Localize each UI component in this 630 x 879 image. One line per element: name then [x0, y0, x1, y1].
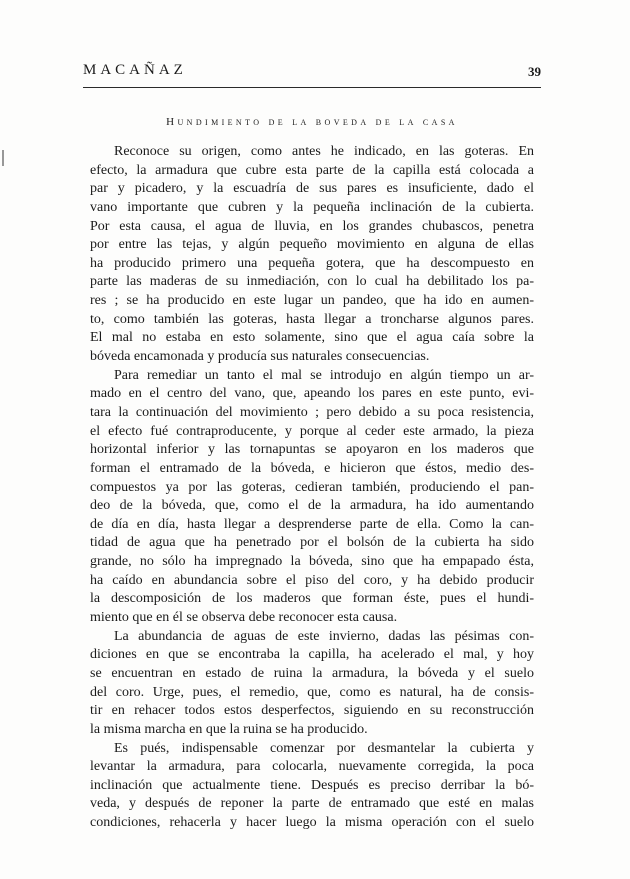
running-head: MACAÑAZ — [83, 62, 187, 78]
text-line: se encuentran en estado de ruina la armadura, la bóveda y el suelo — [90, 665, 534, 681]
text-line: veda, y después de reponer la parte de entramado que esté en malas — [90, 796, 534, 812]
page-number: 39 — [528, 64, 541, 79]
text-line: Reconoce su origen, como antes he indicado, en las goteras. En — [114, 144, 534, 159]
text-line: miento que en él se observa debe reconocer esta causa. — [90, 610, 398, 626]
margin-mark — [2, 150, 4, 166]
text-line: parte las maderas de su inmediación, con lo cual ha debilitado los pa- — [90, 274, 534, 290]
text-line: de día en día, hasta llegar a desprenderse parte de ella. Como la can- — [90, 516, 534, 532]
text-line: bóveda encamonada y producía sus naturales consecuencias. — [90, 349, 430, 365]
text-line: el efecto fué contraproducente, y porque al ceder este armado, la pieza — [90, 423, 534, 439]
text-line: to, como también las goteras, hasta llegar a troncharse algunos pares. — [90, 311, 534, 327]
text-line: par y picadero, y la escuadría de sus pares es insuficiente, dado el — [90, 181, 534, 197]
text-line: condiciones, rehacerla y hacer luego la misma operación con el suelo — [90, 815, 534, 831]
text-line: ha producido primero una pequeña gotera, que ha descompuesto en — [90, 255, 534, 271]
body-text — [90, 143, 534, 833]
text-line: del coro. Urge, pues, el remedio, que, como es natural, ha de consis- — [90, 684, 534, 700]
text-line: efecto, la armadura que cubre esta parte de la capilla está colocada a — [90, 162, 534, 178]
text-line: El mal no estaba en esto solamente, sino que el agua caía sobre la — [90, 330, 534, 346]
text-line: tidad de agua que ha penetrado por el bolsón de la cubierta ha sido — [90, 535, 534, 551]
text-line: la misma marcha en que la ruina se ha producido. — [90, 721, 368, 737]
text-line: vano importante que cubren y la pequeña inclinación de la cubierta. — [90, 199, 534, 215]
text-line: deo de la bóveda, que, como el de la armadura, ha ido aumentando — [90, 498, 534, 514]
text-line: Es pués, indispensable comenzar por desmantelar la cubierta y — [114, 740, 534, 756]
text-line: compuestos ya por las goteras, cedieran también, produciendo el pan- — [90, 479, 534, 495]
text-line: mado en el centro del vano, que, apeando los pares en este punto, evi- — [90, 386, 534, 402]
text-line: Por esta causa, el agua de lluvia, en los grandes chubascos, penetra — [90, 218, 534, 234]
text-line: por entre las tejas, y algún pequeño movimiento en alguna de ellas — [90, 237, 534, 253]
text-line: levantar la armadura, para colocarla, nuevamente corregida, la poca — [90, 759, 534, 775]
page-header — [83, 62, 541, 84]
header-rule — [83, 87, 541, 88]
text-line: res ; se ha producido en este lugar un pandeo, que ha ido en aumen- — [90, 293, 534, 309]
section-title: Hundimiento de la boveda de la casa — [166, 116, 458, 128]
text-line: horizontal inferior y las tornapuntas se apoyaron en los maderos que — [90, 442, 534, 458]
text-line: tara la continuación del movimiento ; pero debido a su poca resistencia, — [90, 404, 534, 420]
text-line: grande, no sólo ha impregnado la bóveda, sino que ha empapado ésta, — [90, 554, 534, 570]
paragraph — [90, 628, 534, 740]
text-line: forman el entramado de la bóveda, e hicieron que éstos, medio des- — [90, 460, 534, 476]
text-line: inclinación que actualmente tiene. Después es preciso derribar la bó- — [90, 777, 534, 793]
paragraph — [90, 143, 534, 367]
paragraph — [90, 367, 534, 628]
text-line: Para remediar un tanto el mal se introdujo en algún tiempo un ar- — [114, 367, 534, 383]
text-line: La abundancia de aguas de este invierno, dadas las pésimas con- — [114, 628, 534, 644]
text-line: tir en rehacer todos estos desperfectos, siguiendo en su reconstrucción — [90, 703, 534, 719]
text-line: la descomposición de los maderos que forman éste, pues el hundi- — [90, 591, 534, 607]
text-line: ha caído en abundancia sobre el piso del coro, y ha debido producir — [90, 572, 534, 588]
text-line: diciones en que se encontraba la capilla, ha acelerado el mal, y hoy — [90, 647, 534, 663]
paragraph — [90, 740, 534, 833]
